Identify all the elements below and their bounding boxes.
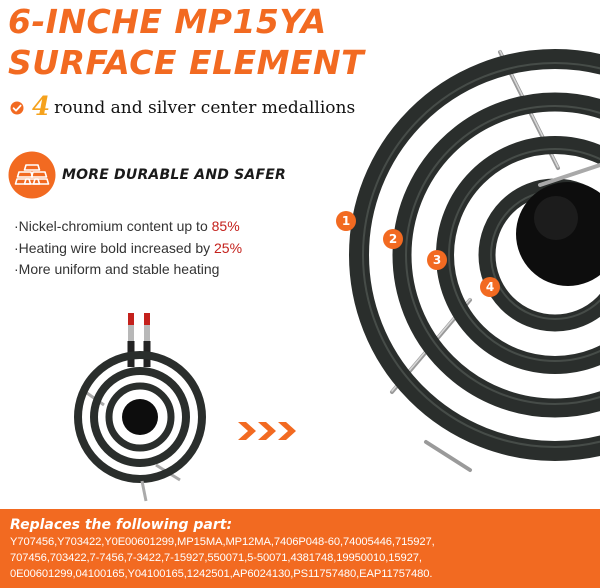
bullet-item: ·Heating wire bold increased by 25% — [14, 239, 243, 256]
feature-bullets — [14, 216, 242, 281]
parts-line: Y707456,Y703422,Y0E00601299,MP15MA,MP12MA,7406P048-60,74005446,715927, — [10, 536, 435, 548]
title-line-2: SURFACE ELEMENT — [8, 43, 365, 82]
ring-label: 2 — [383, 229, 403, 249]
medallions-text: round and silver center medallions — [54, 98, 356, 118]
chevron-arrows-icon — [238, 420, 302, 442]
ring-label: 1 — [336, 211, 356, 231]
small-burner-illustration — [70, 305, 210, 505]
parts-line: 707456,703422,7-7456,7-3422,7-15927,550071,5-50071,4381748,19950010,15927, — [10, 552, 422, 564]
parts-line: 0E00601299,04100165,Y04100165,1242501,AP6024130,PS11757480,EAP11757480. — [10, 568, 433, 580]
bullet-item: ·Nickel-chromium content up to 85% — [14, 218, 240, 234]
replaces-heading: Replaces the following part: — [10, 517, 233, 533]
medallion-count: 4 — [32, 92, 51, 122]
gold-bars-icon — [8, 151, 56, 199]
ring-label: 4 — [480, 277, 500, 297]
title-line-1: 6-INCHE MP15YA — [8, 2, 327, 41]
large-burner-illustration — [300, 20, 600, 500]
check-icon — [10, 101, 24, 115]
bullet-item: ·More uniform and stable heating — [14, 261, 220, 277]
replacement-parts-banner — [0, 509, 600, 588]
feature-heading: MORE DURABLE AND SAFER — [62, 167, 286, 183]
ring-label: 3 — [427, 250, 447, 270]
